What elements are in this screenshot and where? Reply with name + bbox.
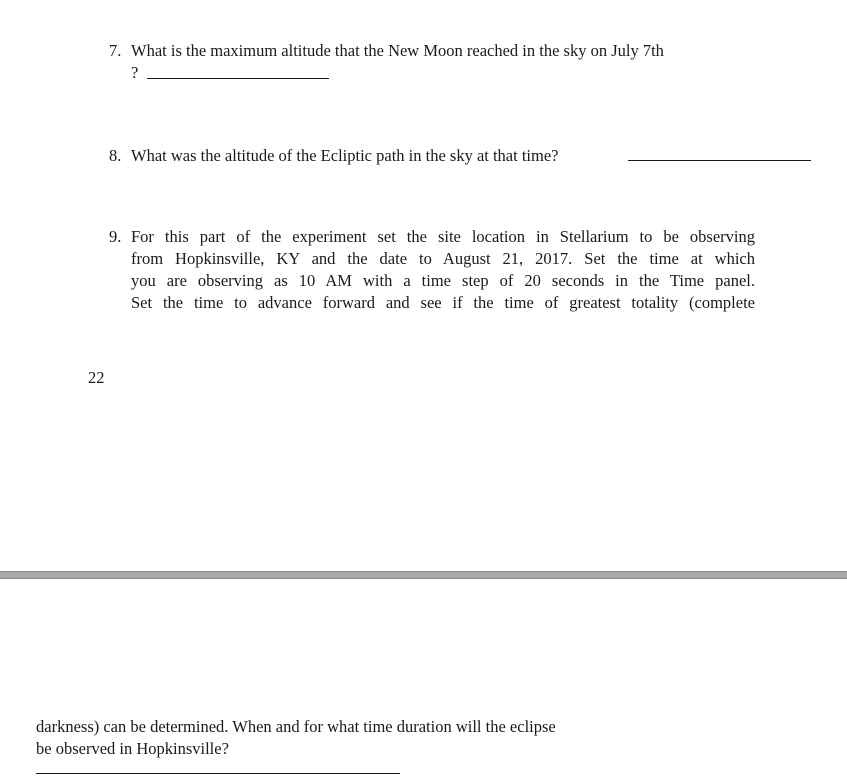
question-text-line: from Hopkinsville, KY and the date to August 21, 2017. Set the time at which — [131, 249, 755, 268]
page-separator — [0, 571, 847, 579]
answer-blank-8[interactable] — [628, 160, 811, 161]
continuation-text-line: be observed in Hopkinsville? — [36, 739, 229, 758]
page-number: 22 — [88, 368, 105, 387]
question-text-line: For this part of the experiment set the site location in Stellarium to be observing — [131, 227, 755, 246]
question-number: 8. — [109, 146, 122, 165]
question-text-line: Set the time to advance forward and see if the time of greatest totality (complete — [131, 293, 755, 312]
question-text-line: What was the altitude of the Ecliptic path in the sky at that time? — [131, 146, 559, 165]
question-number: 9. — [109, 227, 122, 246]
question-number: 7. — [109, 41, 122, 60]
answer-blank-9[interactable] — [36, 773, 400, 774]
question-text-line: What is the maximum altitude that the New Moon reached in the sky on July 7th — [131, 41, 664, 60]
answer-blank-7[interactable] — [147, 78, 329, 79]
question-text-line: ? — [131, 63, 139, 82]
question-text-line: you are observing as 10 AM with a time step of 20 seconds in the Time panel. — [131, 271, 755, 290]
document-page-next — [0, 579, 847, 776]
continuation-text-line: darkness) can be determined. When and for what time duration will the eclipse — [36, 717, 556, 736]
